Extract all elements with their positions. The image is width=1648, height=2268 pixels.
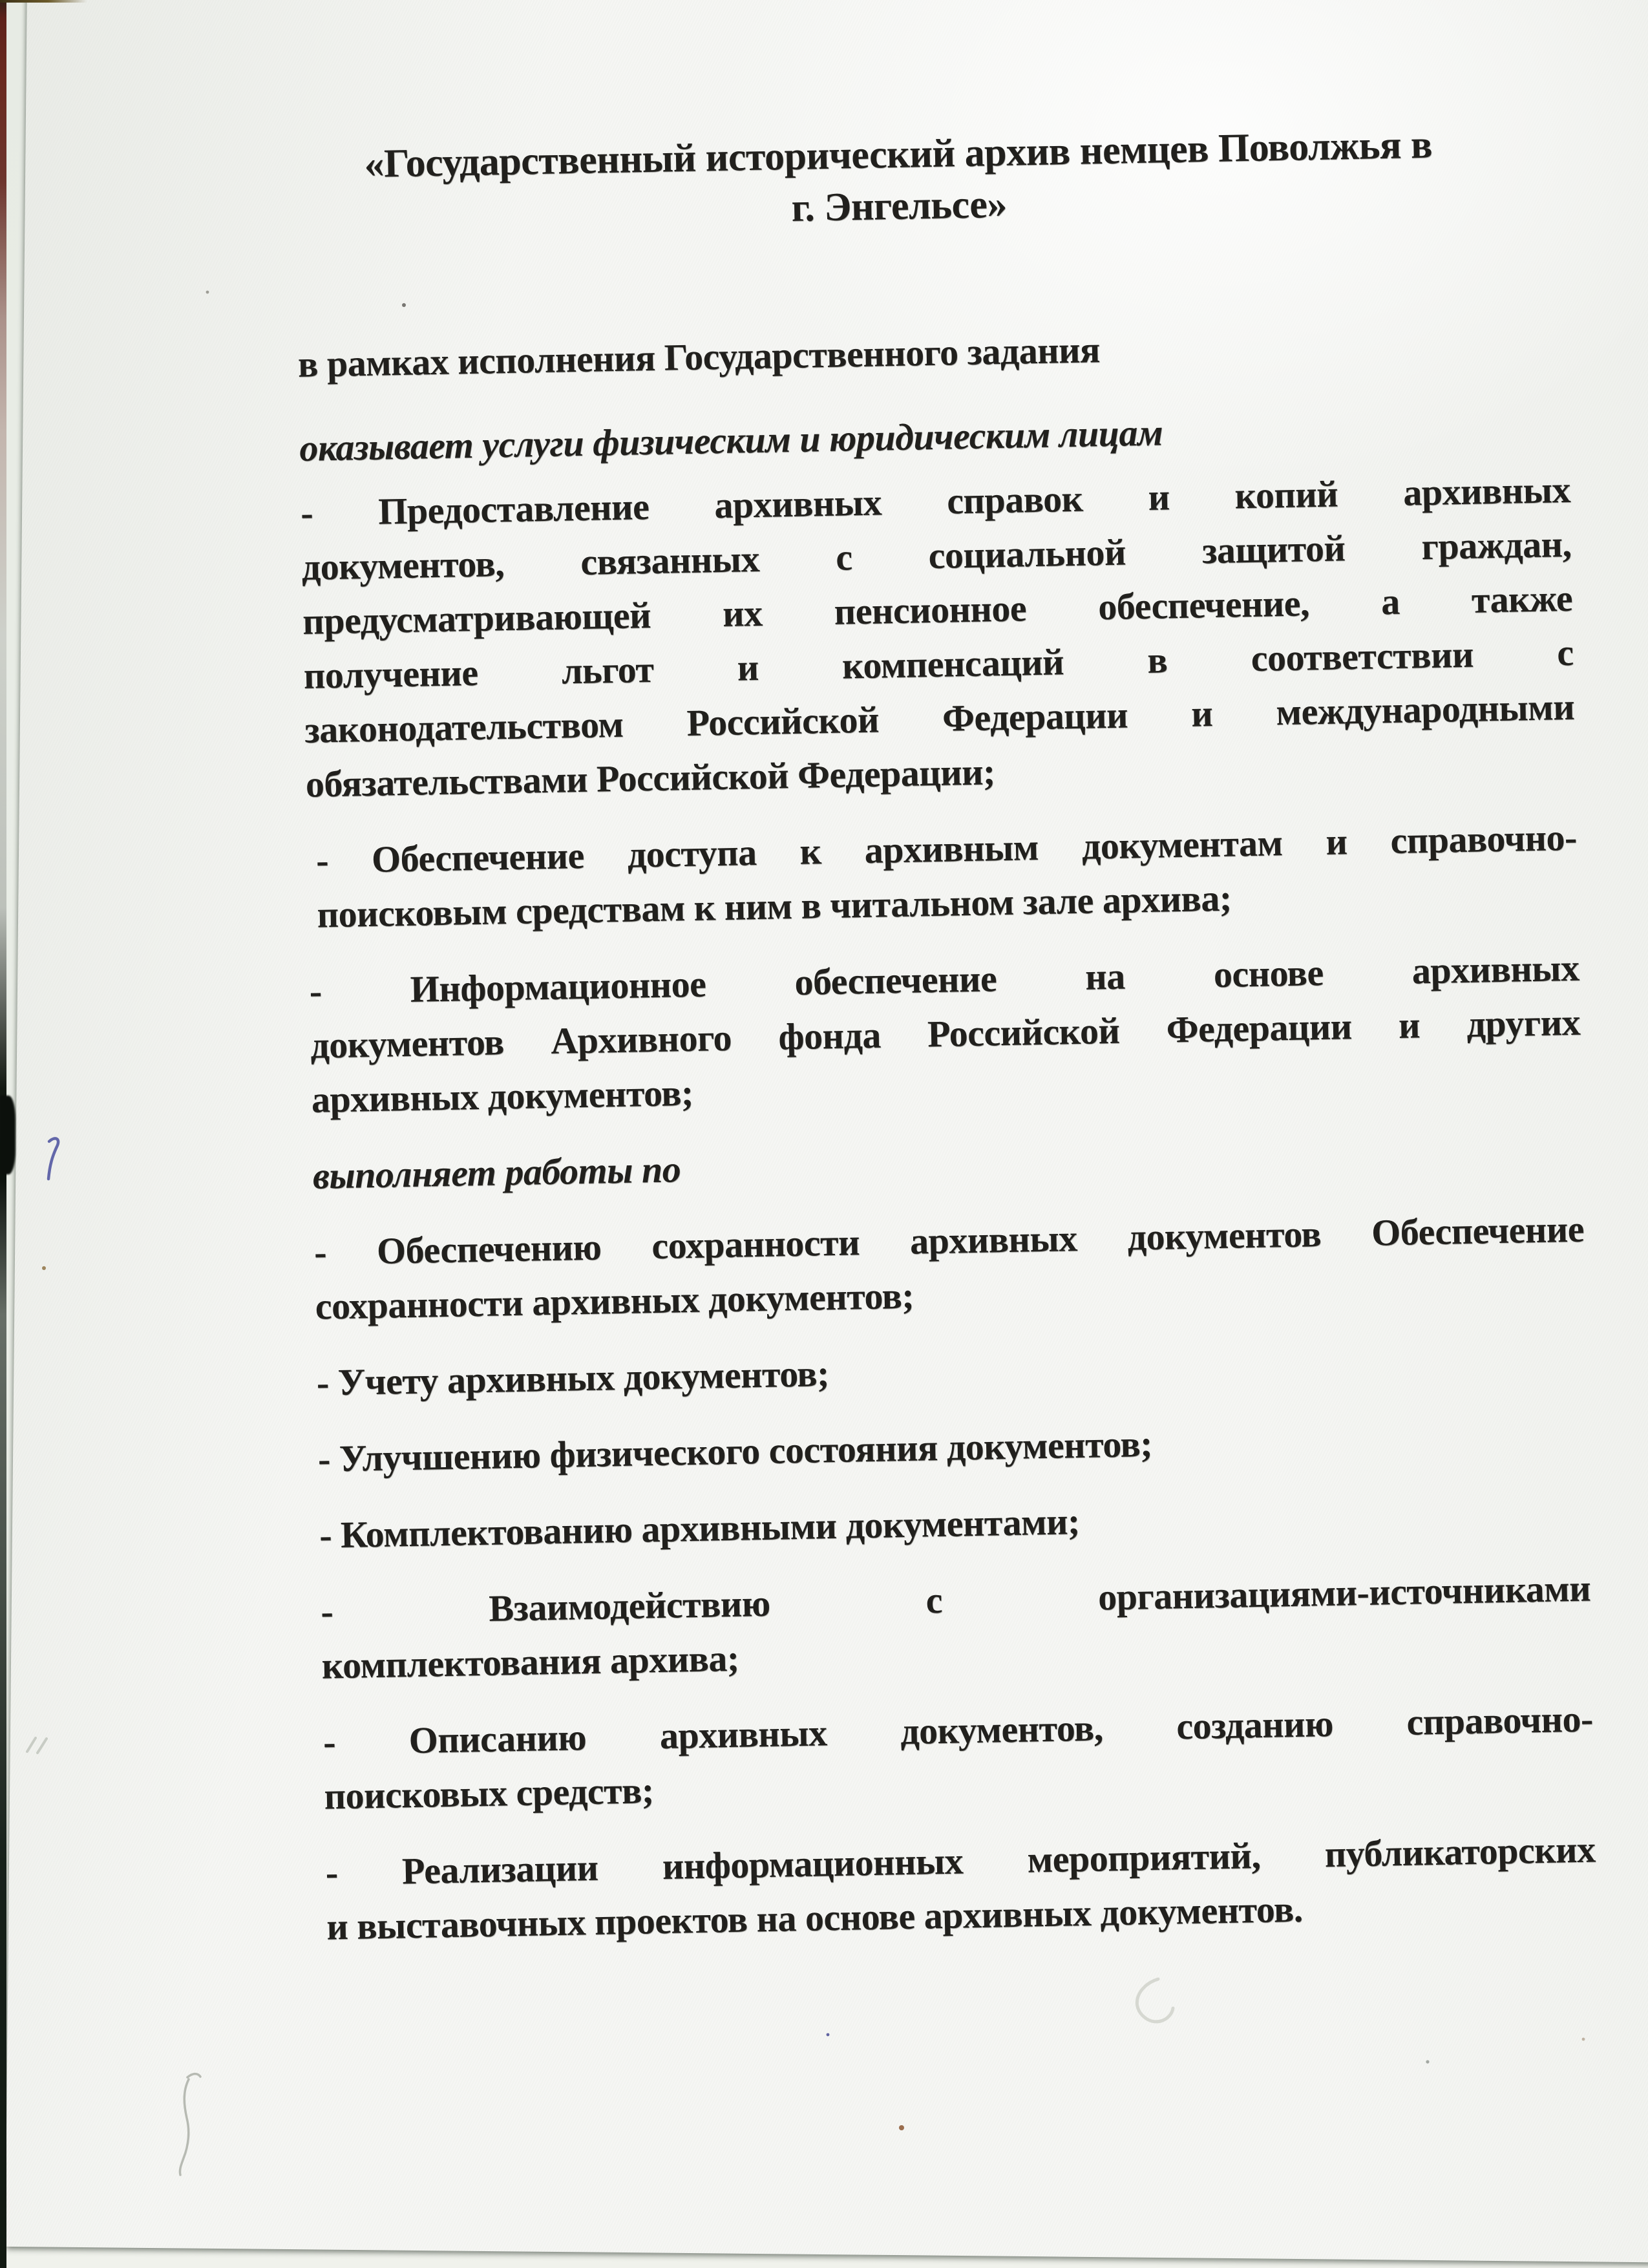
paragraph-description [322,1692,1594,1824]
paragraph-safety [313,1202,1585,1334]
paragraph-information [309,941,1581,1127]
text-line: поисковых средств; [324,1769,655,1818]
text-line: - Реализации информационных мероприятий, публикаторских [325,1828,1596,1894]
text-line: получение льгот и компенсаций в соответствии с [303,631,1574,697]
paragraph-accounting [316,1333,1587,1410]
services-heading: оказывает услуги физическим и юридическим лицам [299,411,1163,469]
paragraph-access [306,811,1578,942]
text-line: и выставочных проектов на основе архивных документов. [326,1887,1304,1948]
scan-edge-blob-artifact [0,1096,16,1174]
scan-top-edge-artifact [0,0,87,3]
title-line: г. Энгельсе» [791,182,1008,230]
text-line: - Улучшению физического состояния документов; [317,1422,1153,1480]
paragraph-provision [300,463,1576,812]
text-line: предусматривающей их пенсионное обеспечение, а также [302,577,1573,642]
text-line: - Комплектованию архивными документами; [319,1500,1081,1556]
text-line: архивных документов; [311,1071,694,1121]
paragraph-realization [325,1823,1597,1955]
text-line: обязательствами Российской Федерации; [305,750,996,805]
works-heading: выполняет работы по [312,1148,681,1197]
text-line: комплектования архива; [321,1637,740,1687]
text-line: - Учету архивных документов; [316,1352,830,1404]
text-line: - Обеспечение доступа к архивным документам и справочно- [315,816,1578,882]
paragraph-improvement [317,1409,1588,1487]
paragraph-interaction [321,1562,1592,1693]
text-line: документов, связанных с социальной защитой граждан, [301,522,1572,588]
document-title [294,116,1566,243]
paragraph-acquisition [319,1485,1589,1563]
text-line: - Взаимодействию с организациями-источниками [320,1567,1591,1633]
text-line: сохранности архивных документов; [315,1274,914,1328]
text-line: законодательством Российской Федерации и международными [304,685,1575,751]
text-line: поисковым средствам к ним в читальном зале архива; [317,876,1232,936]
text-line: - Описанию архивных документов, созданию справочно- [322,1697,1594,1763]
document-text [294,116,1598,1977]
text-line: документов Архивного фонда Российской Федерации и других [310,1001,1581,1066]
text-line: - Предоставление архивных справок и копий архивных [300,468,1571,534]
paper-sheet [5,0,1648,2262]
lead-line: в рамках исполнения Государственного задания [297,328,1101,385]
text-line: - Информационное обеспечение на основе архивных [309,946,1580,1012]
title-line: «Государственный исторический архив немцев Поволжья в [363,122,1433,186]
text-line: - Обеспечению сохранности архивных документов Обеспечение [313,1207,1585,1273]
